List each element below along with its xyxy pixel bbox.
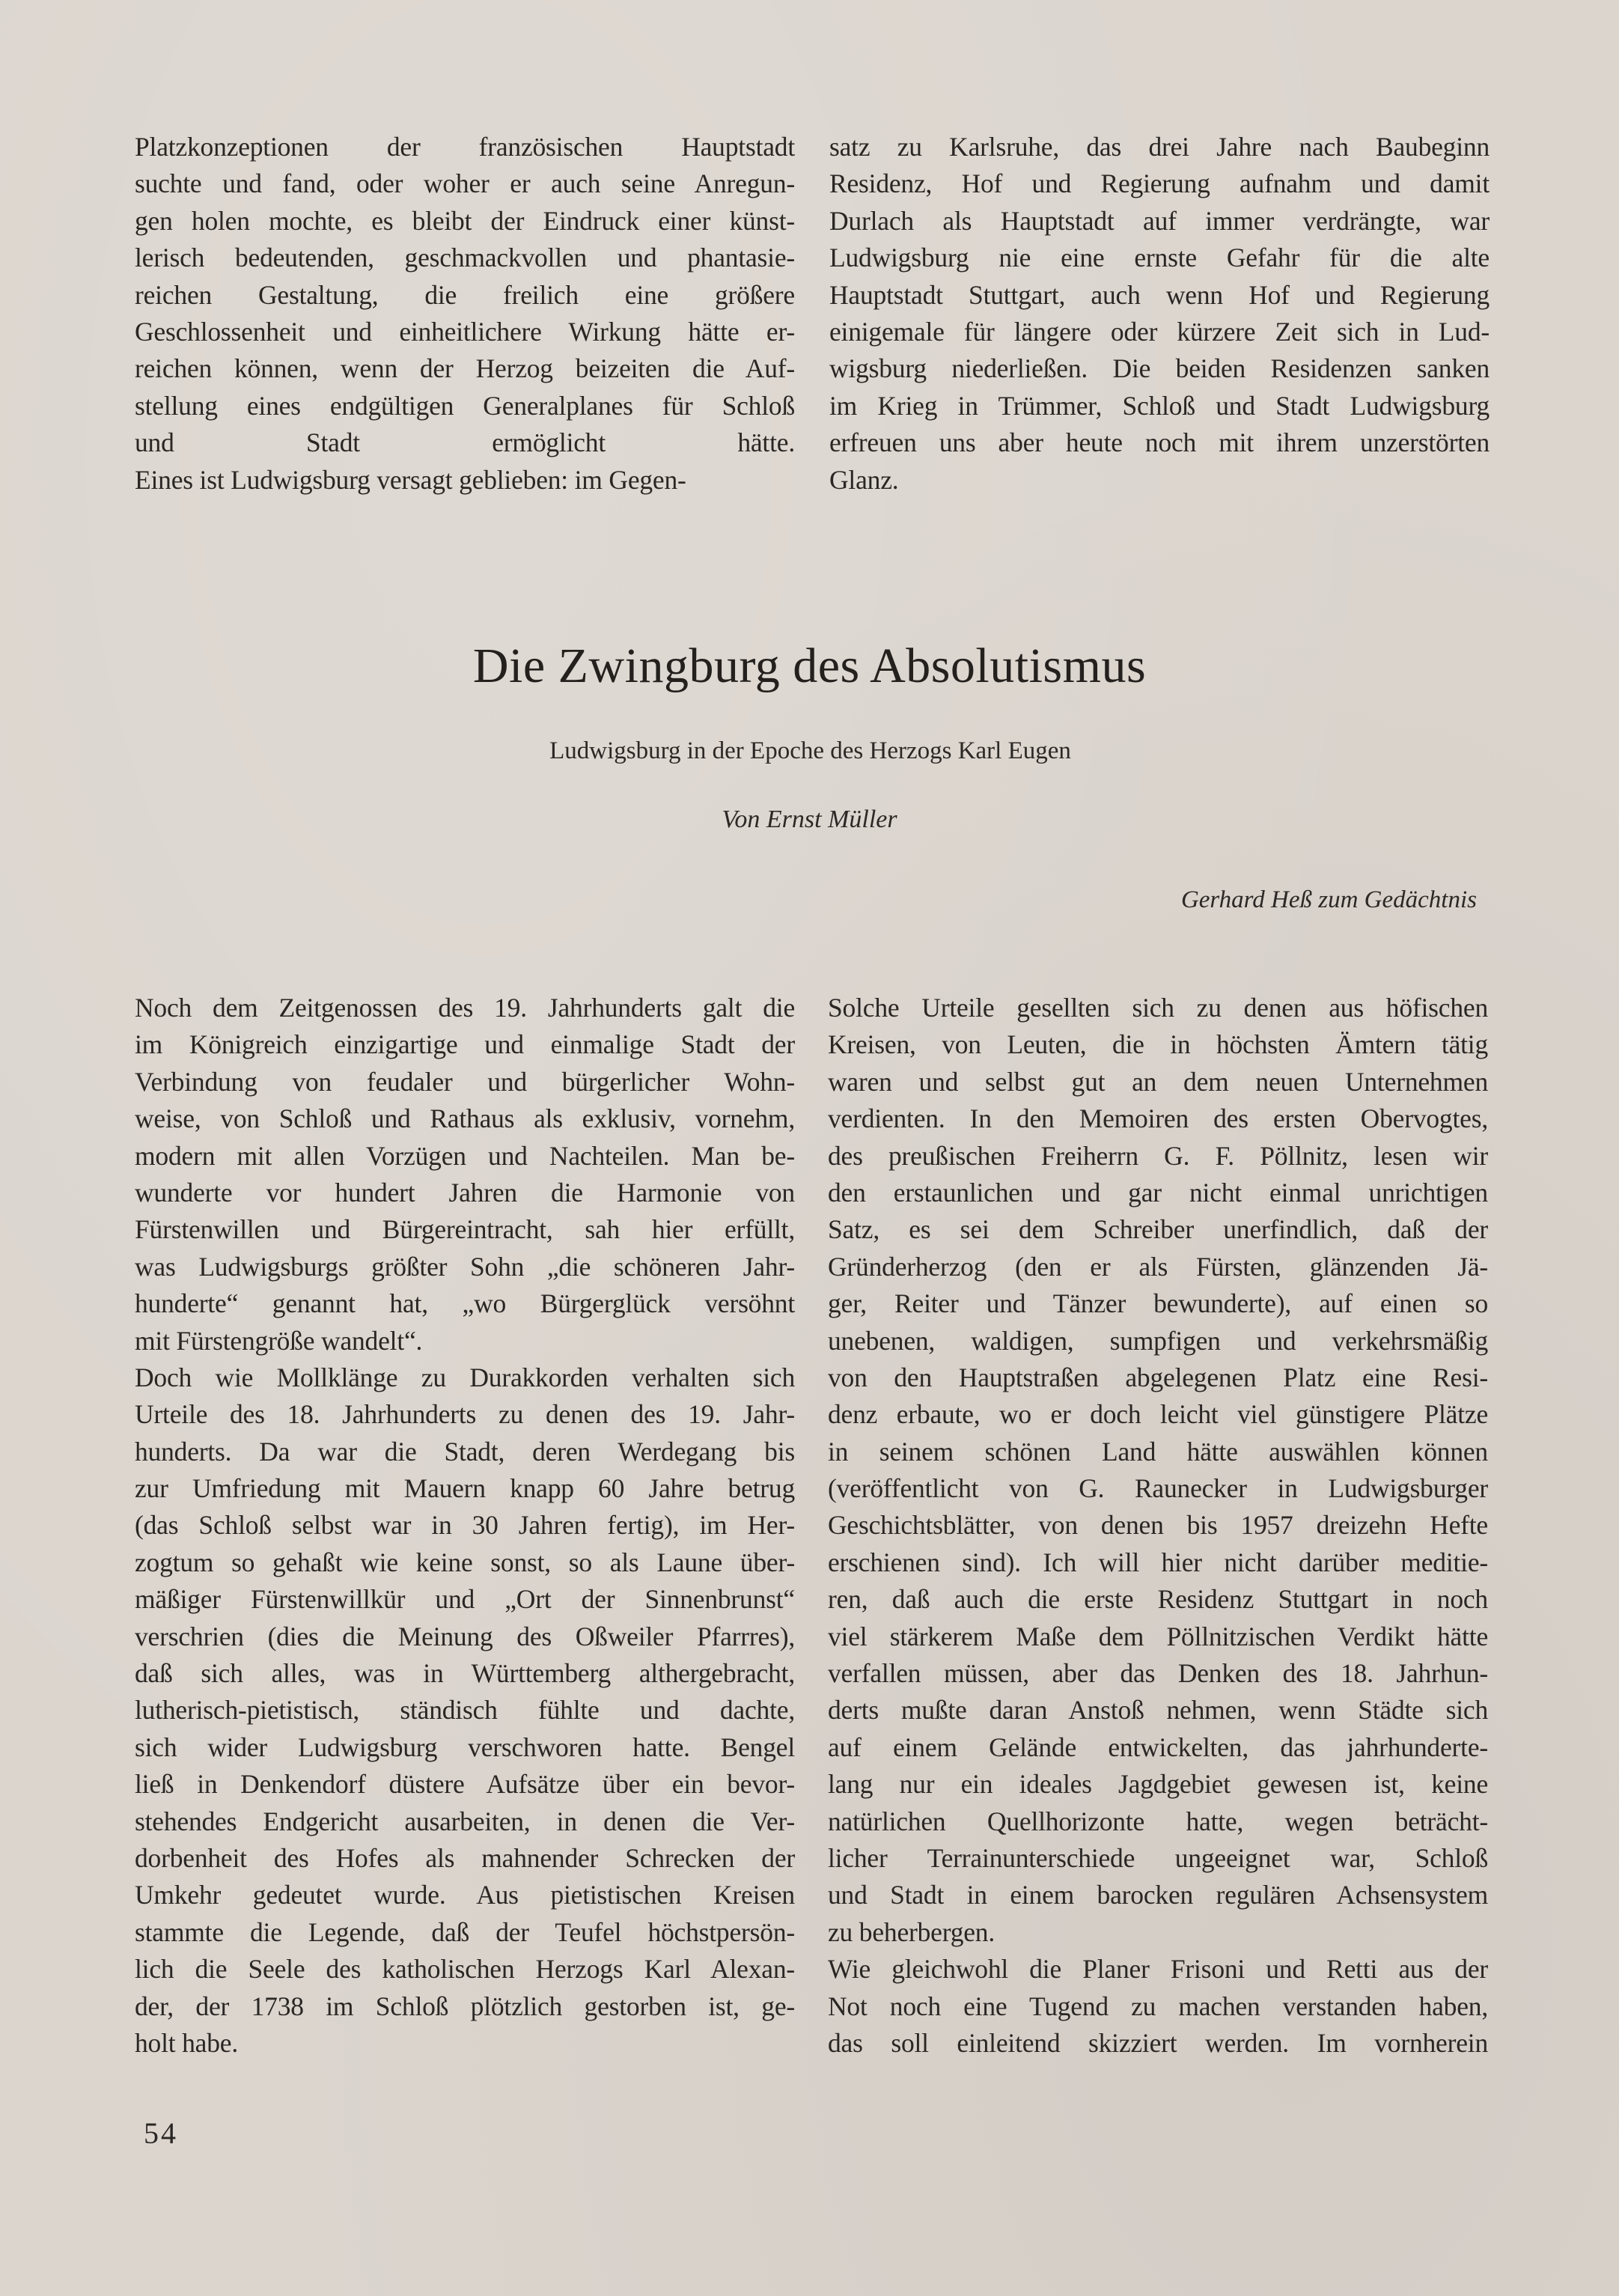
text-line: mit Fürstengröße wandelt“.: [135, 1325, 423, 1356]
text-line: verdienten. In den Memoiren des ersten Obervogtes,: [828, 1103, 1488, 1134]
text-line: was Ludwigsburgs größter Sohn „die schöneren Jahr-: [135, 1251, 795, 1282]
text-line: (veröffentlicht von G. Raunecker in Ludwigsburger: [828, 1473, 1488, 1504]
text-line: lang nur ein ideales Jagdgebiet gewesen ist, keine: [828, 1769, 1488, 1800]
text-line: stellung eines endgültigen Generalplanes für Schloß: [135, 390, 795, 421]
text-line: hunderte“ genannt hat, „wo Bürgerglück versöhnt: [135, 1288, 795, 1319]
text-line: natürlichen Quellhorizonte hatte, wegen beträcht-: [828, 1806, 1488, 1836]
text-line: zogtum so gehaßt wie keine sonst, so als Laune über-: [135, 1547, 795, 1577]
text-line: sich wider Ludwigsburg verschworen hatte. Bengel: [135, 1732, 795, 1762]
text-line: viel stärkerem Maße dem Pöllnitzischen Verdikt hätte: [828, 1621, 1488, 1651]
text-line: reichen Gestaltung, die freilich eine größere: [135, 279, 795, 310]
text-line: stehendes Endgericht ausarbeiten, in denen die Ver-: [135, 1806, 795, 1836]
text-line: satz zu Karlsruhe, das drei Jahre nach Baubeginn: [829, 132, 1490, 162]
text-line: erfreuen uns aber heute noch mit ihrem unzerstörten: [829, 427, 1490, 458]
text-line: lerisch bedeutenden, geschmackvollen und phantasie-: [135, 243, 795, 273]
text-line: lich die Seele des katholischen Herzogs Karl Alexan-: [135, 1954, 795, 1985]
text-line: holt habe.: [135, 2027, 238, 2058]
text-line: (das Schloß selbst war in 30 Jahren fertig), im Her-: [135, 1510, 795, 1541]
article-byline: Von Ernst Müller: [722, 806, 897, 833]
previous-article-left-column: [135, 129, 795, 499]
text-line: lutherisch-pietistisch, ständisch fühlte und dachte,: [135, 1695, 795, 1726]
text-line: reichen können, wenn der Herzog beizeiten die Auf-: [135, 353, 795, 384]
text-line: Kreisen, von Leuten, die in höchsten Ämtern tätig: [828, 1029, 1488, 1060]
article-dedication: Gerhard Heß zum Gedächtnis: [1180, 886, 1477, 913]
text-line: erschienen sind). Ich will hier nicht darüber meditie-: [828, 1547, 1488, 1577]
article-title: Die Zwingburg des Absolutismus: [472, 639, 1147, 693]
text-line: Gründerherzog (den er als Fürsten, glänzenden Jä-: [828, 1251, 1488, 1282]
text-line: Wie gleichwohl die Planer Frisoni und Retti aus der: [828, 1954, 1488, 1985]
text-line: und Stadt ermöglicht hätte.: [135, 427, 795, 458]
text-line: licher Terrainunterschiede ungeeignet war, Schloß: [828, 1842, 1488, 1873]
text-line: weise, von Schloß und Rathaus als exklusiv, vornehm,: [135, 1103, 795, 1134]
text-line: Geschichtsblätter, von denen bis 1957 dreizehn Hefte: [828, 1510, 1488, 1541]
text-line: auf einem Gelände entwickelten, das jahrhunderte-: [828, 1732, 1488, 1762]
article-subtitle: Ludwigsburg in der Epoche des Herzogs Karl Eugen: [549, 737, 1071, 764]
previous-article-right-column: [829, 129, 1490, 499]
text-line: der, der 1738 im Schloß plötzlich gestorben ist, ge-: [135, 1991, 795, 2021]
article-left-column: [135, 990, 795, 2062]
text-line: dorbenheit des Hofes als mahnender Schrecken der: [135, 1842, 795, 1873]
text-line: einigemale für längere oder kürzere Zeit sich in Lud-: [829, 316, 1490, 347]
text-line: suchte und fand, oder woher er auch seine Anregun-: [135, 168, 795, 199]
text-line: des preußischen Freiherrn G. F. Pöllnitz, lesen wir: [828, 1140, 1488, 1171]
text-line: und Stadt in einem barocken regulären Achsensystem: [828, 1880, 1488, 1910]
text-line: Umkehr gedeutet wurde. Aus pietistischen Kreisen: [135, 1880, 795, 1910]
text-line: Ludwigsburg nie eine ernste Gefahr für die alte: [829, 243, 1490, 273]
text-line: im Königreich einzigartige und einmalige Stadt der: [135, 1029, 795, 1060]
text-line: im Krieg in Trümmer, Schloß und Stadt Ludwigsburg: [829, 390, 1490, 421]
text-line: mäßiger Fürstenwillkür und „Ort der Sinnenbrunst“: [135, 1584, 795, 1615]
text-line: Eines ist Ludwigsburg versagt geblieben: im Gegen-: [135, 464, 686, 495]
text-line: stammte die Legende, daß der Teufel höchstpersön-: [135, 1916, 795, 1947]
text-line: verfallen müssen, aber das Denken des 18. Jahrhun-: [828, 1658, 1488, 1689]
text-line: den erstaunlichen und gar nicht einmal unrichtigen: [828, 1177, 1488, 1208]
text-line: wigsburg niederließen. Die beiden Residenzen sanken: [829, 353, 1490, 384]
text-line: Durlach als Hauptstadt auf immer verdrängte, war: [829, 205, 1490, 236]
text-line: ren, daß auch die erste Residenz Stuttgart in noch: [828, 1584, 1488, 1615]
text-line: in seinem schönen Land hätte auswählen können: [828, 1436, 1488, 1467]
text-line: wunderte vor hundert Jahren die Harmonie von: [135, 1177, 795, 1208]
article-right-column: [828, 990, 1488, 2062]
text-line: Noch dem Zeitgenossen des 19. Jahrhunderts galt die: [135, 993, 795, 1023]
page-number: 54: [144, 2116, 178, 2150]
text-line: von den Hauptstraßen abgelegenen Platz eine Resi-: [828, 1362, 1488, 1392]
text-line: Platzkonzeptionen der französischen Hauptstadt: [135, 132, 795, 162]
text-line: Verbindung von feudaler und bürgerlicher Wohn-: [135, 1066, 795, 1097]
text-line: zu beherbergen.: [828, 1916, 996, 1947]
text-line: das soll einleitend skizziert werden. Im vornherein: [828, 2027, 1488, 2058]
text-line: modern mit allen Vorzügen und Nachteilen. Man be-: [135, 1140, 795, 1171]
text-line: Not noch eine Tugend zu machen verstanden haben,: [828, 1991, 1488, 2021]
text-line: ger, Reiter und Tänzer bewunderte), auf einen so: [828, 1288, 1488, 1319]
text-line: Geschlossenheit und einheitlichere Wirkung hätte er-: [135, 316, 795, 347]
text-line: Residenz, Hof und Regierung aufnahm und damit: [829, 168, 1490, 199]
text-line: Solche Urteile gesellten sich zu denen aus höfischen: [828, 993, 1488, 1023]
text-line: gen holen mochte, es bleibt der Eindruck einer künst-: [135, 205, 795, 236]
text-line: waren und selbst gut an dem neuen Unternehmen: [828, 1066, 1488, 1097]
text-line: zur Umfriedung mit Mauern knapp 60 Jahre betrug: [135, 1473, 795, 1504]
text-line: ließ in Denkendorf düstere Aufsätze über ein bevor-: [135, 1769, 795, 1800]
text-line: hunderts. Da war die Stadt, deren Werdegang bis: [135, 1436, 795, 1467]
text-line: Fürstenwillen und Bürgereintracht, sah hier erfüllt,: [135, 1214, 795, 1245]
text-line: Urteile des 18. Jahrhunderts zu denen des 19. Jahr-: [135, 1399, 795, 1430]
text-line: verschrien (dies die Meinung des Oßweiler Pfarrres),: [135, 1621, 795, 1651]
text-line: daß sich alles, was in Württemberg althergebracht,: [135, 1658, 795, 1689]
text-line: derts mußte daran Anstoß nehmen, wenn Städte sich: [828, 1695, 1488, 1726]
text-line: Hauptstadt Stuttgart, auch wenn Hof und Regierung: [829, 279, 1490, 310]
text-line: Glanz.: [829, 464, 899, 495]
text-line: Satz, es sei dem Schreiber unerfindlich, daß der: [828, 1214, 1488, 1245]
text-line: Doch wie Mollklänge zu Durakkorden verhalten sich: [135, 1362, 795, 1392]
text-line: unebenen, waldigen, sumpfigen und verkehrsmäßig: [828, 1325, 1488, 1356]
text-line: denz erbaute, wo er doch leicht viel günstigere Plätze: [828, 1399, 1488, 1430]
